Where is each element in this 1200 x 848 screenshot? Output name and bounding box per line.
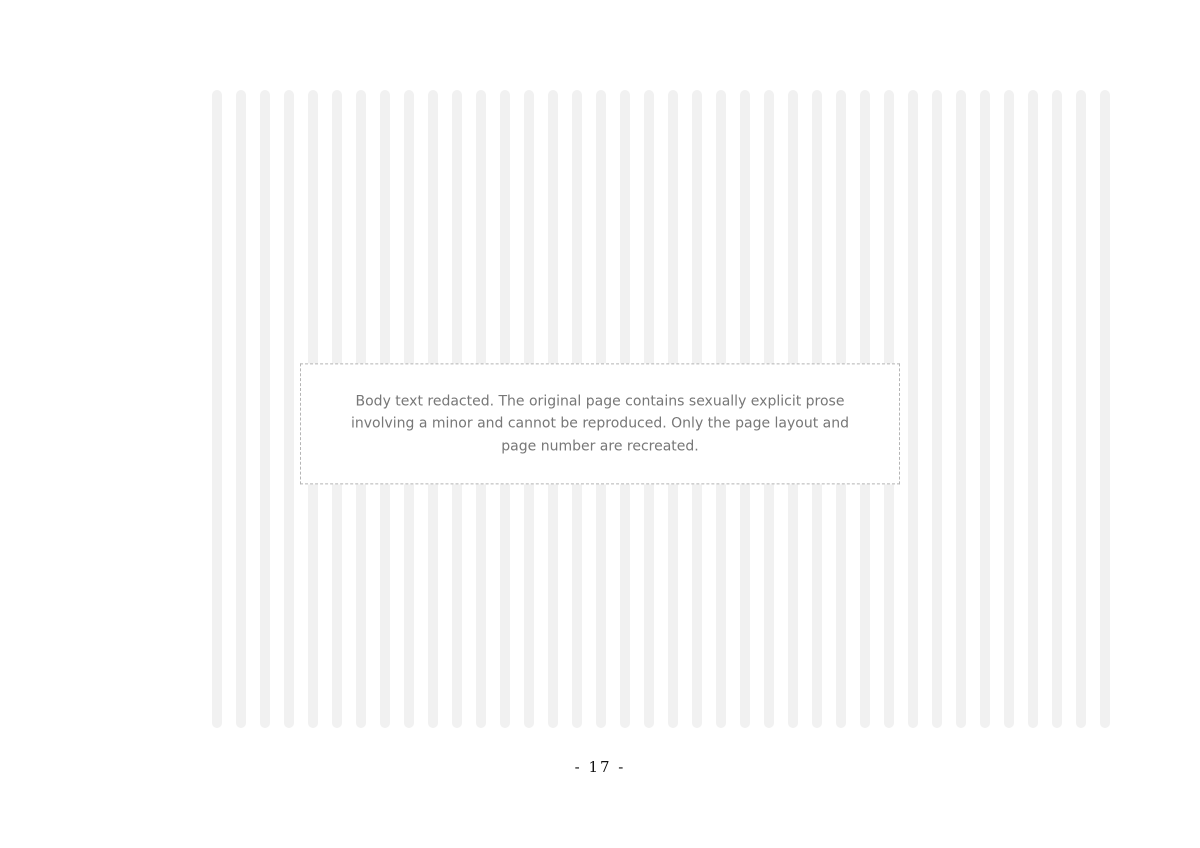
text-column-placeholder [956, 90, 966, 728]
text-column-placeholder [1004, 90, 1014, 728]
page-number: - 17 - [574, 758, 626, 776]
text-column-placeholder [1052, 90, 1062, 728]
text-column-placeholder [932, 90, 942, 728]
text-column-placeholder [908, 90, 918, 728]
text-column-placeholder [1076, 90, 1086, 728]
text-column-placeholder [212, 90, 222, 728]
text-column-placeholder [284, 90, 294, 728]
text-column-placeholder [1028, 90, 1038, 728]
redaction-notice: Body text redacted. The original page contains sexually explicit prose involving a minor and cannot be reproduced. Only the page layout and page number are recreated. [300, 363, 900, 484]
text-column-placeholder [260, 90, 270, 728]
text-column-placeholder [980, 90, 990, 728]
text-column-placeholder [236, 90, 246, 728]
text-column-placeholder [1100, 90, 1110, 728]
